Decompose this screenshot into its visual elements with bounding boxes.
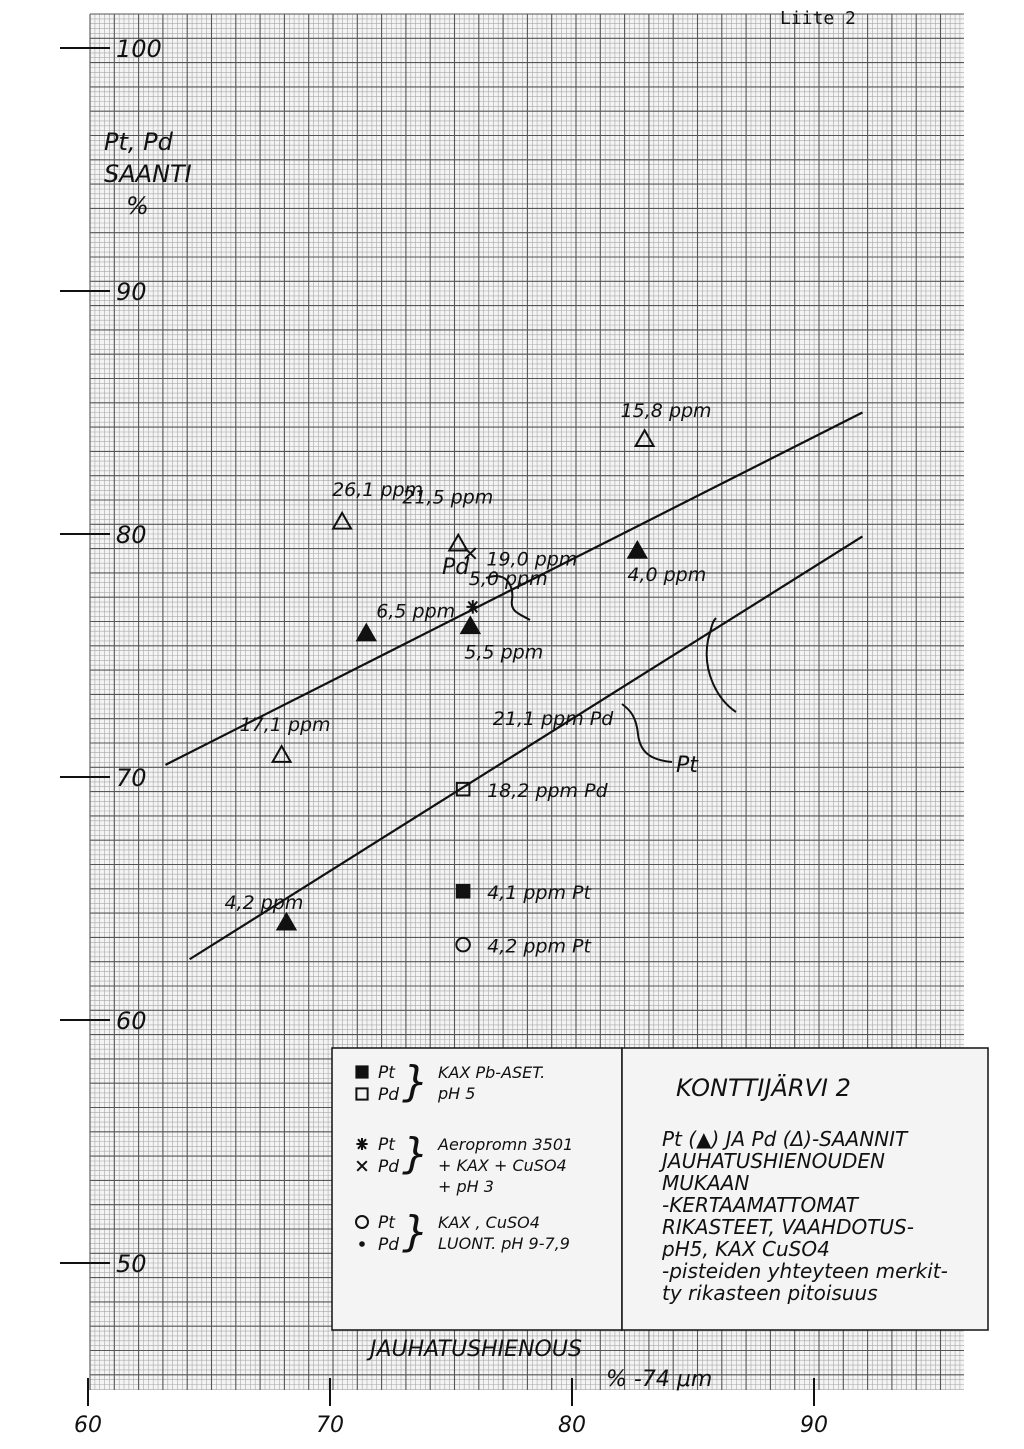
legend-desc: KAX , CuSO4	[438, 1213, 540, 1232]
x-tick-label: 90	[800, 1413, 828, 1438]
legend-desc: Aeropromn 3501	[438, 1135, 574, 1154]
marker-shape	[470, 626, 476, 632]
y-axis-label: %	[126, 192, 149, 220]
chart-subtitle: -KERTAAMATTOMAT	[662, 1193, 858, 1217]
point-pd	[470, 626, 476, 632]
y-tick-label: 50	[116, 1250, 147, 1278]
legend-group	[356, 1207, 570, 1256]
x-tick-label: 60	[74, 1413, 102, 1438]
legend-label: Pd	[378, 1157, 400, 1177]
point-label: 4,2 ppm	[224, 891, 304, 914]
point-label: 21,5 ppm	[402, 486, 494, 509]
point-pt	[457, 885, 470, 898]
chart-subtitle: -pisteiden yhteyteen merkit-	[662, 1259, 948, 1283]
legend-brace: }	[402, 1129, 429, 1178]
chart-subtitle: Pt (▲) JA Pd (Δ)-SAANNIT	[662, 1127, 908, 1151]
y-tick-label: 70	[116, 764, 147, 792]
point-label: 19,0 ppm	[486, 548, 578, 571]
x-tick-label: 70	[316, 1413, 344, 1438]
legend-desc: + KAX + CuSO4	[438, 1156, 567, 1175]
y-tick-label: 60	[116, 1007, 147, 1035]
chart-subtitle: JAUHATUSHIENOUDEN	[662, 1149, 885, 1173]
marker-shape	[457, 885, 470, 898]
legend-desc: KAX Pb-ASET.	[438, 1063, 546, 1082]
legend-desc: + pH 3	[438, 1177, 494, 1196]
x-axis-unit: % -74 μm	[606, 1367, 713, 1392]
point-label: 15,8 ppm	[620, 400, 712, 423]
legend-marker	[356, 1066, 367, 1077]
point-pt	[466, 600, 479, 614]
point-label: 17,1 ppm	[239, 714, 331, 737]
chart-subtitle: ty rikasteen pitoisuus	[662, 1281, 878, 1305]
x-tick-label: 80	[558, 1413, 586, 1438]
series-label-pd: Pd	[442, 555, 470, 580]
marker-shape	[356, 1066, 367, 1077]
point-label: 26,1 ppm	[332, 478, 424, 501]
legend-marker	[359, 1241, 365, 1247]
point-label: 4,1 ppm Pt	[487, 882, 591, 905]
legend-label: Pt	[378, 1063, 395, 1083]
series-label-pt: Pt	[676, 753, 698, 778]
y-axis-label: SAANTI	[104, 160, 192, 188]
legend-desc: pH 5	[438, 1084, 476, 1103]
point-label: 4,0 ppm	[627, 564, 707, 587]
y-tick-label: 100	[116, 35, 162, 63]
legend-desc: LUONT. pH 9-7,9	[438, 1234, 570, 1253]
point-label: 4,2 ppm Pt	[487, 935, 591, 958]
marker-shape	[356, 1138, 367, 1150]
point-label: 5,0 ppm	[468, 567, 548, 590]
legend-label: Pt	[378, 1213, 395, 1233]
point-label: 18,2 ppm Pd	[487, 780, 608, 803]
marker-shape	[359, 1241, 365, 1247]
marker-shape	[466, 600, 479, 614]
chart-title: KONTTIJÄRVI 2	[676, 1074, 851, 1102]
page-label: Liite 2	[780, 8, 856, 29]
chart-subtitle: RIKASTEET, VAAHDOTUS-	[662, 1215, 914, 1239]
legend-label: Pt	[378, 1135, 395, 1155]
point-label: 21,1 ppm Pd	[492, 707, 614, 730]
chart-subtitle: pH5, KAX CuSO4	[662, 1237, 830, 1261]
y-tick-label: 80	[116, 521, 147, 549]
legend-marker	[356, 1138, 367, 1150]
y-tick-label: 90	[116, 278, 147, 306]
point-label: 6,5 ppm	[376, 600, 456, 623]
legend-label: Pd	[378, 1085, 400, 1105]
legend-brace: }	[402, 1207, 429, 1256]
legend-label: Pd	[378, 1235, 400, 1255]
chart-subtitle: MUKAAN	[662, 1171, 750, 1195]
legend-brace: }	[402, 1057, 429, 1106]
point-label: 5,5 ppm	[464, 641, 544, 664]
y-axis-label: Pt, Pd	[104, 128, 173, 156]
x-axis-label: JAUHATUSHIENOUS	[370, 1337, 582, 1362]
